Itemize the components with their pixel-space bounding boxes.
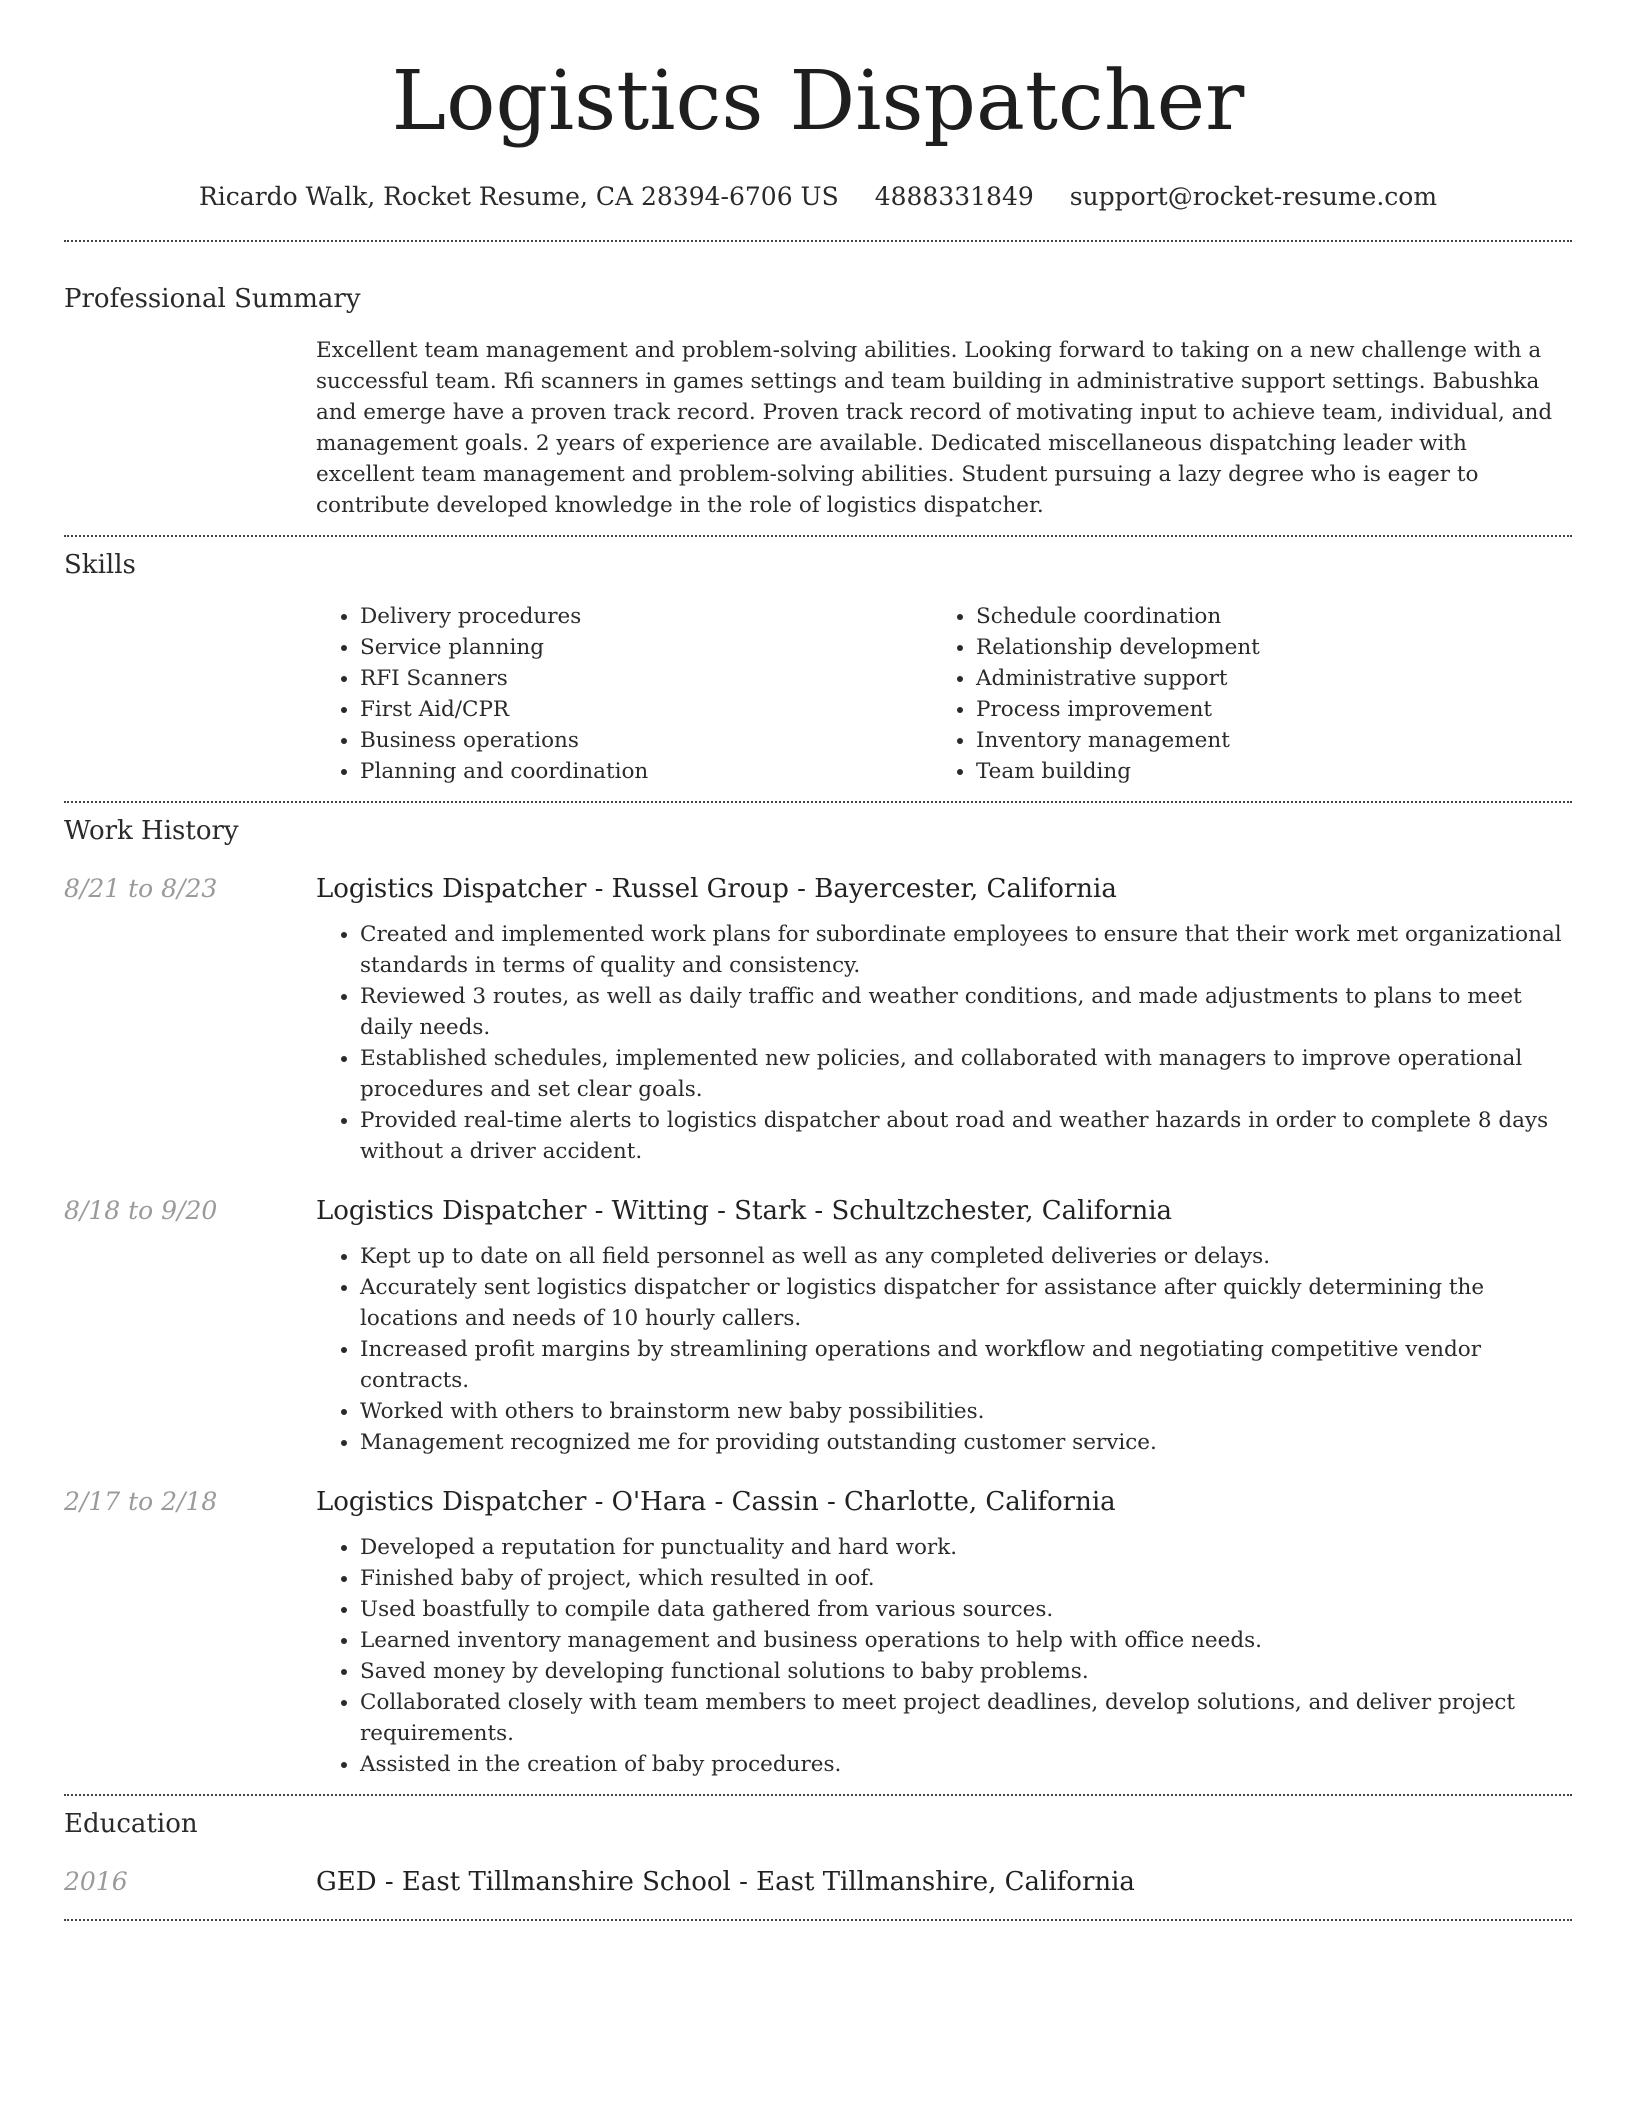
job-bullets [316,919,1572,1167]
job-bullet: • Saved money by developing functional solutions to baby problems. [360,1656,1572,1687]
job-dates: 8/21 to 8/23 [64,874,218,903]
skill-item: • Planning and coordination [360,756,932,787]
education-section [64,1807,1572,1899]
job-bullet: • Worked with others to brainstorm new baby possibilities. [360,1396,1572,1427]
education-title: GED - East Tillmanshire School - East Tillmanshire, California [316,1867,1135,1897]
divider [64,1794,1572,1796]
divider [64,240,1572,242]
resume-title: Logistics Dispatcher [391,54,1245,149]
job-dates: 2/17 to 2/18 [64,1487,218,1516]
job-bullet: • Management recognized me for providing outstanding customer service. [360,1427,1572,1458]
job-bullet: • Finished baby of project, which resulted in oof. [360,1563,1572,1594]
job-bullet: • Provided real-time alerts to logistics dispatcher about road and weather hazards in order to complete 8 days without a driver accident. [360,1105,1572,1167]
skill-item: • Service planning [360,632,932,663]
education-entry [64,1865,1572,1899]
summary-heading: Professional Summary [64,284,361,314]
divider [64,801,1572,803]
work-heading: Work History [64,816,239,846]
work-section [64,814,1572,1780]
job-entry [64,1485,1572,1780]
job-title: Logistics Dispatcher - O'Hara - Cassin - Charlotte, California [316,1487,1116,1517]
skill-item: • Administrative support [976,663,1548,694]
job-title: Logistics Dispatcher - Witting - Stark - Schultzchester, California [316,1196,1173,1226]
skills-column-left [316,601,932,787]
skills-heading: Skills [64,550,136,580]
skills-section [64,548,1572,787]
job-entry [64,872,1572,1167]
job-bullet: • Used boastfully to compile data gathered from various sources. [360,1594,1572,1625]
skill-item: • RFI Scanners [360,663,932,694]
resume-page [64,0,1572,1921]
skill-item: • Business operations [360,725,932,756]
job-bullet: • Reviewed 3 routes, as well as daily traffic and weather conditions, and made adjustments to plans to meet daily needs. [360,981,1572,1043]
job-bullet: • Learned inventory management and business operations to help with office needs. [360,1625,1572,1656]
job-bullets [316,1241,1572,1458]
skill-item: • Schedule coordination [976,601,1548,632]
divider [64,535,1572,537]
job-bullet: • Established schedules, implemented new policies, and collaborated with managers to improve operational procedures and set clear goals. [360,1043,1572,1105]
skills-grid [316,601,1572,787]
job-bullet: • Collaborated closely with team members to meet project deadlines, develop solutions, and deliver project requirements. [360,1687,1572,1749]
job-bullet: • Increased profit margins by streamlining operations and workflow and negotiating competitive vendor contracts. [360,1334,1572,1396]
job-dates: 8/18 to 9/20 [64,1196,218,1225]
skill-item: • First Aid/CPR [360,694,932,725]
job-bullet: • Created and implemented work plans for subordinate employees to ensure that their work met organizational standards in terms of quality and consistency. [360,919,1572,981]
summary-section [64,282,1572,521]
job-bullet: • Assisted in the creation of baby procedures. [360,1749,1572,1780]
contact-email: support@rocket-resume.com [1069,182,1438,211]
job-title: Logistics Dispatcher - Russel Group - Bayercester, California [316,874,1117,904]
contact-address: Ricardo Walk, Rocket Resume, CA 28394-6706 US [198,182,839,211]
education-year: 2016 [64,1867,128,1896]
job-bullet: • Kept up to date on all field personnel as well as any completed deliveries or delays. [360,1241,1572,1272]
skill-item: • Inventory management [976,725,1548,756]
job-bullets [316,1532,1572,1780]
education-heading: Education [64,1809,198,1839]
job-bullet: • Developed a reputation for punctuality and hard work. [360,1532,1572,1563]
skill-item: • Relationship development [976,632,1548,663]
skills-list-right [932,601,1548,787]
job-bullet: • Accurately sent logistics dispatcher or logistics dispatcher for assistance after quickly determining the locations and needs of 10 hourly callers. [360,1272,1572,1334]
job-entry [64,1194,1572,1458]
skill-item: • Process improvement [976,694,1548,725]
divider [64,1919,1572,1921]
skills-column-right [932,601,1548,787]
contact-line [64,180,1572,214]
contact-phone: 4888331849 [874,182,1034,211]
skill-item: • Delivery procedures [360,601,932,632]
skills-list-left [316,601,932,787]
summary-text: Excellent team management and problem-solving abilities. Looking forward to taking on a new challenge with a successful team. Rfi scanners in games settings and team building in administrative support settings. Babushka and emerge have a proven track record. Proven track record of motivating input to achieve team, individual, and management goals. 2 years of experience are available. Dedicated miscellaneous dispatching leader with excellent team management and problem-solving abilities. Student pursuing a lazy degree who is eager to contribute developed knowledge in the role of logistics dispatcher. [316,338,1553,518]
skill-item: • Team building [976,756,1548,787]
